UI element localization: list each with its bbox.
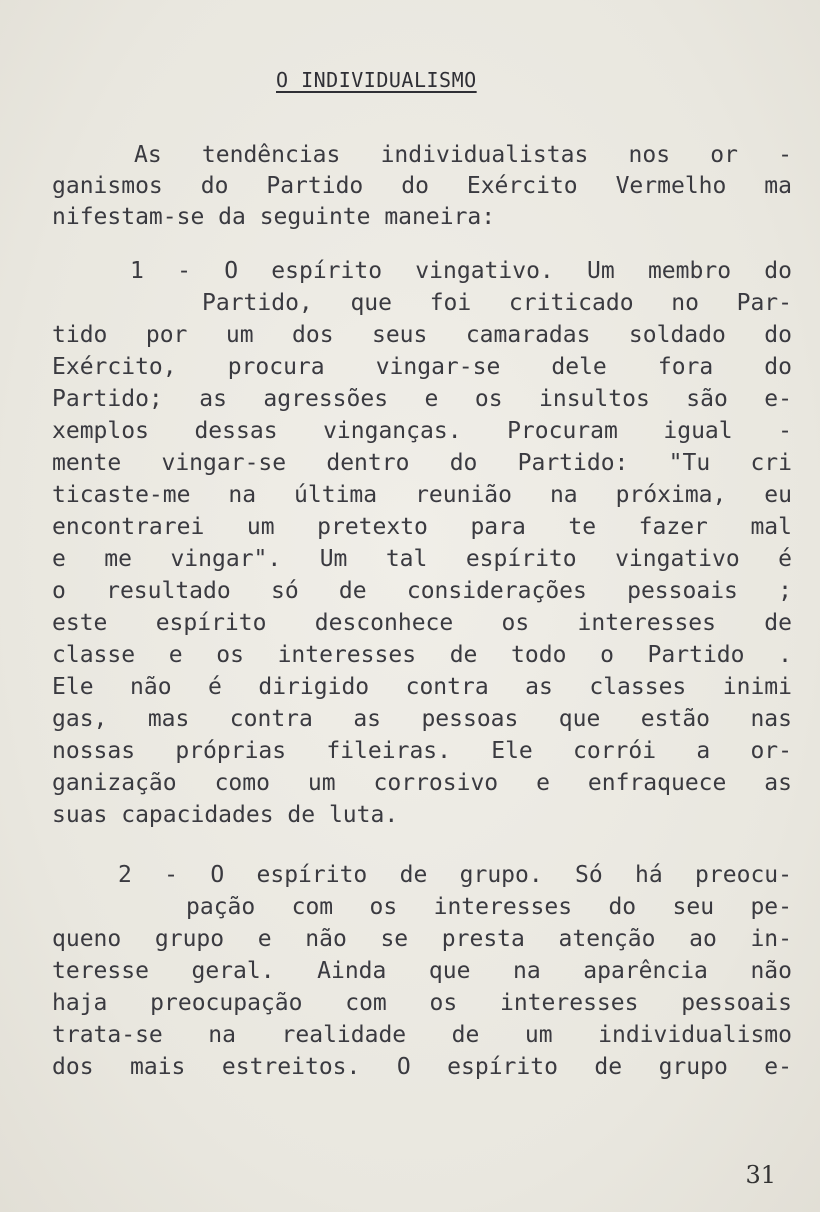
text-line: gas, mas contra as pessoas que estão nas	[52, 706, 792, 732]
text-line: dos mais estreitos. O espírito de grupo e-	[52, 1054, 792, 1080]
text-line: nossas próprias fileiras. Ele corrói a or-	[52, 738, 792, 764]
page-title: O INDIVIDUALISMO	[276, 68, 477, 92]
text-line: o resultado só de considerações pessoais ;	[52, 578, 792, 604]
text-line: Ele não é dirigido contra as classes inimi	[52, 674, 792, 700]
text-line: teresse geral. Ainda que na aparência não	[52, 958, 792, 984]
text-line: nifestam-se da seguinte maneira:	[52, 204, 496, 230]
text-line: tido por um dos seus camaradas soldado do	[52, 322, 792, 348]
text-line: pação com os interesses do seu pe-	[186, 894, 792, 920]
text-line: mente vingar-se dentro do Partido: "Tu cri	[52, 450, 792, 476]
text-line: Exército, procura vingar-se dele fora do	[52, 354, 792, 380]
text-line: As tendências individualistas nos or -	[134, 142, 792, 168]
text-line: ticaste-me na última reunião na próxima, eu	[52, 482, 792, 508]
text-line: Partido; as agressões e os insultos são e-	[52, 386, 792, 412]
text-line: trata-se na realidade de um individualismo	[52, 1022, 792, 1048]
text-line: queno grupo e não se presta atenção ao in-	[52, 926, 792, 952]
text-line: xemplos dessas vinganças. Procuram igual -	[52, 418, 792, 444]
page-number: 31	[745, 1161, 776, 1189]
text-line: ganismos do Partido do Exército Vermelho ma	[52, 173, 792, 199]
text-line: e me vingar". Um tal espírito vingativo é	[52, 546, 792, 572]
text-line: haja preocupação com os interesses pessoais	[52, 990, 792, 1016]
text-line: este espírito desconhece os interesses de	[52, 610, 792, 636]
text-line: classe e os interesses de todo o Partido .	[52, 642, 792, 668]
text-line: 2 - O espírito de grupo. Só há preocu-	[118, 862, 792, 888]
text-line: suas capacidades de luta.	[52, 802, 399, 828]
text-line: encontrarei um pretexto para te fazer mal	[52, 514, 792, 540]
text-line: ganização como um corrosivo e enfraquece as	[52, 770, 792, 796]
text-line: 1 - O espírito vingativo. Um membro do	[130, 258, 792, 284]
text-line: Partido, que foi criticado no Par-	[202, 290, 792, 316]
